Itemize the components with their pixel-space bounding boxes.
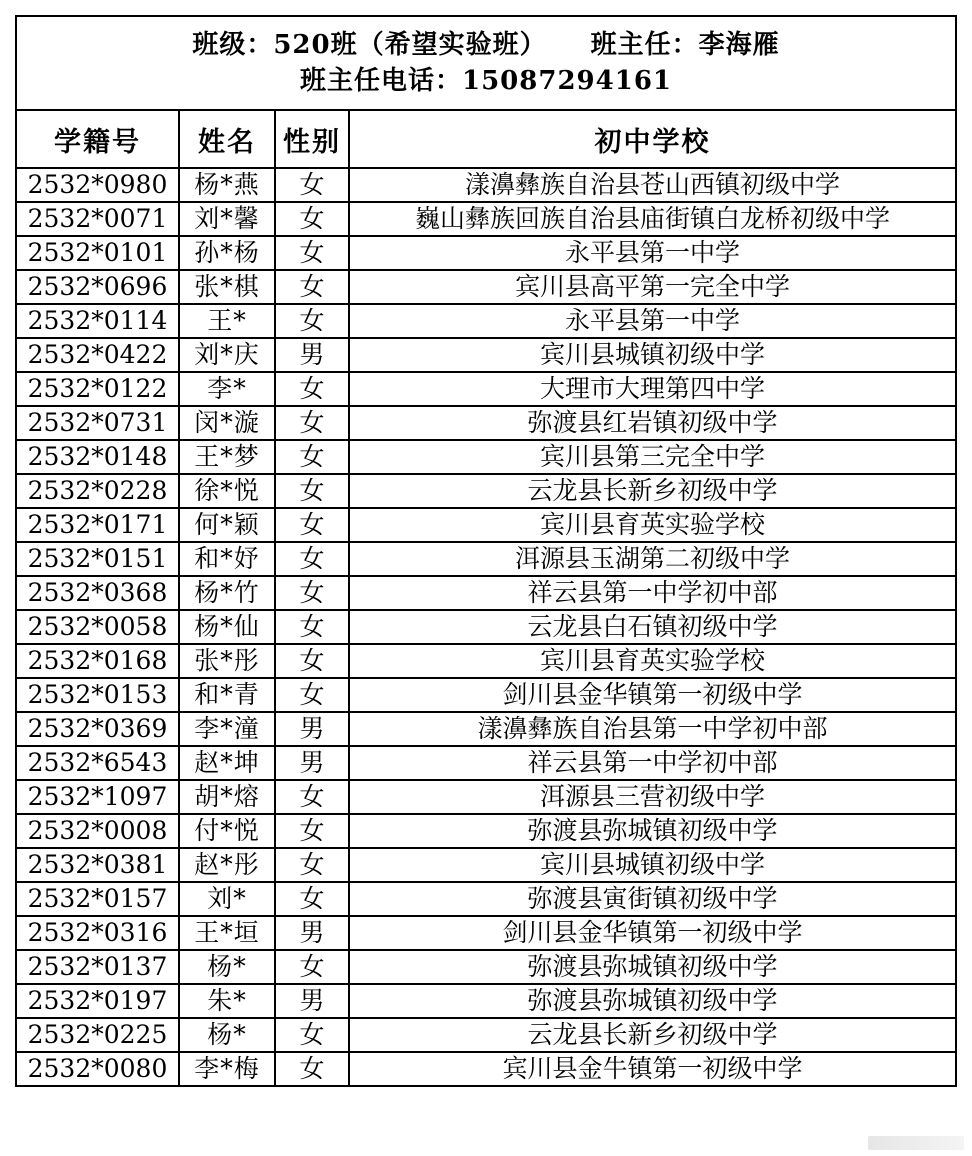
- table-row: [16, 712, 956, 746]
- student-id: 2532*0168: [16, 644, 179, 678]
- student-school: 漾濞彝族自治县苍山西镇初级中学: [349, 168, 956, 202]
- table-row: [16, 236, 956, 270]
- student-name: 李*梅: [179, 1052, 275, 1086]
- student-gender: 男: [275, 712, 349, 746]
- student-school: 剑川县金华镇第一初级中学: [349, 678, 956, 712]
- student-gender: 女: [275, 304, 349, 338]
- student-id: 2532*0225: [16, 1018, 179, 1052]
- table-row: [16, 338, 956, 372]
- student-name: 杨*竹: [179, 576, 275, 610]
- student-id: 2532*0980: [16, 168, 179, 202]
- student-gender: 女: [275, 508, 349, 542]
- student-id: 2532*0008: [16, 814, 179, 848]
- header-row: [16, 110, 956, 168]
- student-id: 2532*0422: [16, 338, 179, 372]
- student-name: 孙*杨: [179, 236, 275, 270]
- student-id: 2532*1097: [16, 780, 179, 814]
- student-name: 朱*: [179, 984, 275, 1018]
- table-row: [16, 610, 956, 644]
- student-school: 宾川县城镇初级中学: [349, 338, 956, 372]
- student-name: 王*垣: [179, 916, 275, 950]
- student-name: 闵*漩: [179, 406, 275, 440]
- student-name: 何*颖: [179, 508, 275, 542]
- student-id: 2532*0058: [16, 610, 179, 644]
- title-cell: [16, 16, 956, 110]
- student-school: 弥渡县弥城镇初级中学: [349, 950, 956, 984]
- table-row: [16, 474, 956, 508]
- student-id: 2532*0122: [16, 372, 179, 406]
- student-gender: 女: [275, 678, 349, 712]
- table-row: [16, 916, 956, 950]
- student-id: 2532*0171: [16, 508, 179, 542]
- student-name: 张*棋: [179, 270, 275, 304]
- student-school: 宾川县金牛镇第一初级中学: [349, 1052, 956, 1086]
- table-row: [16, 814, 956, 848]
- table-row: [16, 984, 956, 1018]
- student-roster-table: [15, 15, 957, 1087]
- student-gender: 女: [275, 168, 349, 202]
- student-gender: 女: [275, 950, 349, 984]
- student-name: 杨*仙: [179, 610, 275, 644]
- student-school: 云龙县白石镇初级中学: [349, 610, 956, 644]
- table-row: [16, 1018, 956, 1052]
- student-gender: 女: [275, 1052, 349, 1086]
- student-gender: 男: [275, 746, 349, 780]
- table-row: [16, 372, 956, 406]
- student-id: 2532*0137: [16, 950, 179, 984]
- student-school: 宾川县城镇初级中学: [349, 848, 956, 882]
- table-row: [16, 576, 956, 610]
- student-school: 巍山彝族回族自治县庙街镇白龙桥初级中学: [349, 202, 956, 236]
- table-row: [16, 440, 956, 474]
- table-row: [16, 304, 956, 338]
- student-gender: 女: [275, 372, 349, 406]
- student-school: 宾川县高平第一完全中学: [349, 270, 956, 304]
- table-row: [16, 746, 956, 780]
- table-row: [16, 678, 956, 712]
- student-id: 2532*0114: [16, 304, 179, 338]
- student-gender: 男: [275, 916, 349, 950]
- student-id: 2532*6543: [16, 746, 179, 780]
- header-school: 初中学校: [349, 110, 956, 168]
- student-id: 2532*0148: [16, 440, 179, 474]
- student-id: 2532*0368: [16, 576, 179, 610]
- student-id: 2532*0071: [16, 202, 179, 236]
- table-row: [16, 1052, 956, 1086]
- student-id: 2532*0151: [16, 542, 179, 576]
- student-id: 2532*0101: [16, 236, 179, 270]
- student-school: 永平县第一中学: [349, 304, 956, 338]
- student-gender: 女: [275, 542, 349, 576]
- student-name: 徐*悦: [179, 474, 275, 508]
- student-school: 宾川县第三完全中学: [349, 440, 956, 474]
- student-school: 弥渡县寅街镇初级中学: [349, 882, 956, 916]
- student-gender: 女: [275, 440, 349, 474]
- student-id: 2532*0228: [16, 474, 179, 508]
- student-school: 永平县第一中学: [349, 236, 956, 270]
- student-gender: 男: [275, 338, 349, 372]
- student-name: 张*彤: [179, 644, 275, 678]
- student-gender: 女: [275, 610, 349, 644]
- student-name: 和*妤: [179, 542, 275, 576]
- student-school: 弥渡县弥城镇初级中学: [349, 814, 956, 848]
- student-gender: 女: [275, 406, 349, 440]
- teacher-label: 班主任：李海雁: [590, 30, 780, 60]
- student-school: 洱源县玉湖第二初级中学: [349, 542, 956, 576]
- student-school: 弥渡县弥城镇初级中学: [349, 984, 956, 1018]
- table-row: [16, 542, 956, 576]
- title-row: [16, 16, 956, 110]
- table-row: [16, 270, 956, 304]
- student-name: 杨*燕: [179, 168, 275, 202]
- student-name: 刘*庆: [179, 338, 275, 372]
- student-name: 王*梦: [179, 440, 275, 474]
- student-gender: 女: [275, 780, 349, 814]
- student-name: 和*青: [179, 678, 275, 712]
- student-id: 2532*0316: [16, 916, 179, 950]
- student-id: 2532*0153: [16, 678, 179, 712]
- class-label: 班级：520班（希望实验班）: [192, 30, 547, 60]
- student-gender: 女: [275, 814, 349, 848]
- watermark: [868, 1136, 964, 1150]
- student-id: 2532*0157: [16, 882, 179, 916]
- student-name: 杨*: [179, 950, 275, 984]
- student-school: 洱源县三营初级中学: [349, 780, 956, 814]
- student-name: 李*潼: [179, 712, 275, 746]
- student-gender: 女: [275, 1018, 349, 1052]
- student-name: 赵*坤: [179, 746, 275, 780]
- student-name: 王*: [179, 304, 275, 338]
- header-gender: 性别: [275, 110, 349, 168]
- student-gender: 女: [275, 848, 349, 882]
- student-gender: 女: [275, 236, 349, 270]
- student-id: 2532*0080: [16, 1052, 179, 1086]
- header-name: 姓名: [179, 110, 275, 168]
- student-name: 李*: [179, 372, 275, 406]
- student-name: 杨*: [179, 1018, 275, 1052]
- table-row: [16, 950, 956, 984]
- table-row: [16, 848, 956, 882]
- student-school: 宾川县育英实验学校: [349, 508, 956, 542]
- student-name: 刘*: [179, 882, 275, 916]
- student-school: 宾川县育英实验学校: [349, 644, 956, 678]
- student-name: 刘*馨: [179, 202, 275, 236]
- table-row: [16, 644, 956, 678]
- student-gender: 女: [275, 202, 349, 236]
- student-id: 2532*0381: [16, 848, 179, 882]
- student-gender: 女: [275, 576, 349, 610]
- student-school: 云龙县长新乡初级中学: [349, 1018, 956, 1052]
- table-row: [16, 780, 956, 814]
- student-school: 祥云县第一中学初中部: [349, 746, 956, 780]
- student-id: 2532*0369: [16, 712, 179, 746]
- student-gender: 女: [275, 882, 349, 916]
- student-gender: 女: [275, 474, 349, 508]
- student-gender: 女: [275, 270, 349, 304]
- student-school: 大理市大理第四中学: [349, 372, 956, 406]
- student-name: 胡*熔: [179, 780, 275, 814]
- table-row: [16, 882, 956, 916]
- table-row: [16, 508, 956, 542]
- student-school: 弥渡县红岩镇初级中学: [349, 406, 956, 440]
- table-row: [16, 168, 956, 202]
- student-school: 祥云县第一中学初中部: [349, 576, 956, 610]
- student-school: 漾濞彝族自治县第一中学初中部: [349, 712, 956, 746]
- student-school: 剑川县金华镇第一初级中学: [349, 916, 956, 950]
- student-name: 赵*彤: [179, 848, 275, 882]
- student-id: 2532*0197: [16, 984, 179, 1018]
- header-student-id: 学籍号: [16, 110, 179, 168]
- student-name: 付*悦: [179, 814, 275, 848]
- student-gender: 男: [275, 984, 349, 1018]
- student-id: 2532*0696: [16, 270, 179, 304]
- student-school: 云龙县长新乡初级中学: [349, 474, 956, 508]
- student-id: 2532*0731: [16, 406, 179, 440]
- table-row: [16, 202, 956, 236]
- teacher-phone: 班主任电话：15087294161: [300, 66, 672, 96]
- student-gender: 女: [275, 644, 349, 678]
- table-row: [16, 406, 956, 440]
